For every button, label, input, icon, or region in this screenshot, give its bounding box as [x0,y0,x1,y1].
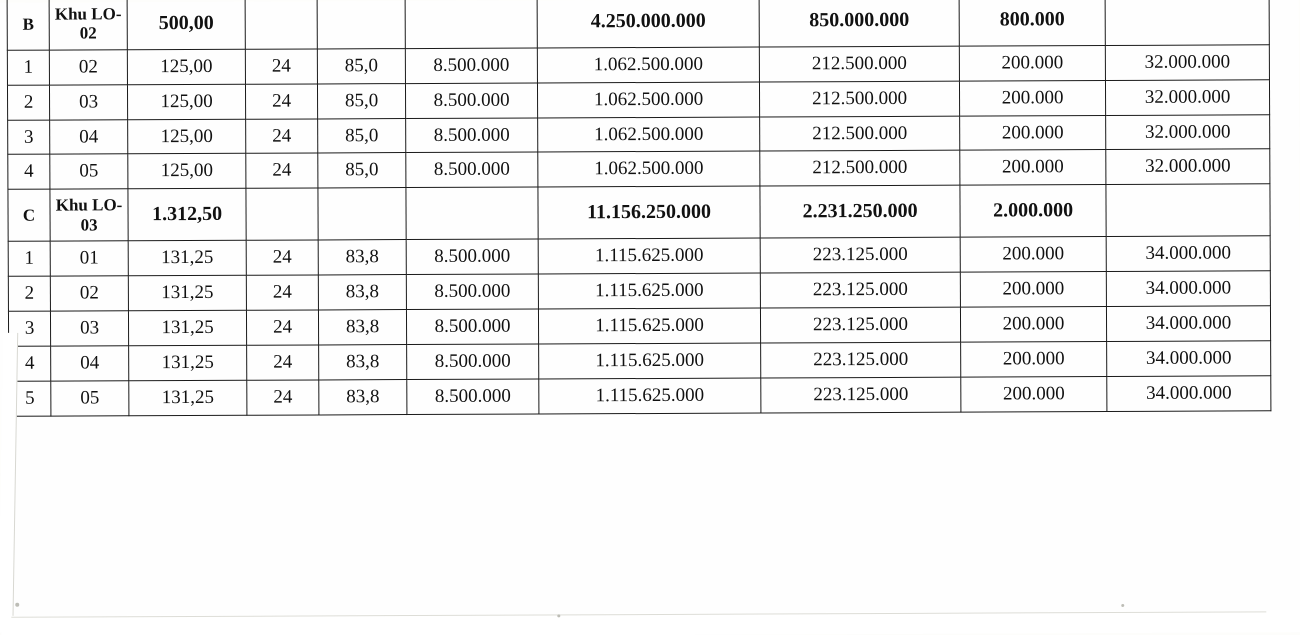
cell-floors: 24 [245,49,317,84]
cell-index: 4 [9,346,51,381]
cell-code: 05 [50,154,128,189]
table-row [7,80,1269,120]
cell-value20: 212.500.000 [759,46,959,82]
cell-code: Khu LO-03 [50,189,128,241]
table-row [8,271,1270,311]
cell-floor-area [318,188,406,240]
cell-floors: 24 [246,153,318,188]
cell-area: 500,00 [127,0,245,50]
cell-fee: 200.000 [960,115,1106,150]
cell-tax: 34.000.000 [1106,271,1270,307]
cell-value20: 212.500.000 [760,116,960,152]
cell-floors: 24 [245,84,317,119]
cell-area: 125,00 [127,49,245,84]
cell-fee: 200.000 [960,272,1106,307]
cell-value20: 223.125.000 [761,342,961,378]
cell-floor-area [317,0,405,49]
cell-tax: 34.000.000 [1107,341,1271,377]
paper-left-edge [0,333,18,633]
cell-index: 1 [8,242,50,277]
cell-value20: 2.231.250.000 [760,185,960,238]
cell-unit-price: 8.500.000 [406,239,538,274]
cell-area: 131,25 [129,380,247,415]
table-row-group [7,0,1269,50]
cell-index: 1 [7,50,49,85]
cell-fee: 200.000 [959,80,1105,115]
cell-floor-area: 85,0 [318,118,406,153]
cell-fee: 200.000 [960,237,1106,272]
cell-area: 131,25 [128,276,246,311]
cell-floors: 24 [246,310,318,345]
cell-area: 131,25 [128,241,246,276]
cell-area: 1.312,50 [128,189,246,242]
cell-value20: 212.500.000 [759,81,959,117]
cell-fee: 2.000.000 [960,185,1106,238]
cell-amount: 1.115.625.000 [538,308,760,344]
cell-unit-price: 8.500.000 [407,379,539,414]
cell-floor-area: 83,8 [318,240,406,275]
cell-value20: 223.125.000 [760,272,960,308]
cell-amount: 1.115.625.000 [538,238,760,274]
cell-fee: 200.000 [960,150,1106,185]
cell-floor-area: 85,0 [317,49,405,84]
table-row [9,376,1271,416]
cell-amount: 4.250.000.000 [537,0,759,48]
table-row-group [8,184,1270,242]
cell-floor-area: 83,8 [319,344,407,379]
cell-unit-price: 8.500.000 [405,83,537,118]
cell-fee: 200.000 [961,341,1107,376]
cell-area: 125,00 [128,119,246,154]
cell-tax [1106,184,1270,237]
cell-floors [246,188,318,240]
cell-fee: 200.000 [960,307,1106,342]
cell-tax: 32.000.000 [1105,80,1269,116]
cell-fee: 200.000 [961,376,1107,411]
cell-fee: 800.000 [959,0,1105,46]
cell-value20: 223.125.000 [761,377,961,413]
cell-amount: 1.062.500.000 [538,151,760,187]
table-row [8,114,1270,154]
cell-floors: 24 [246,119,318,154]
cell-floors: 24 [247,345,319,380]
cell-floor-area: 83,8 [318,310,406,345]
cell-area: 131,25 [129,345,247,380]
cell-unit-price [405,0,537,49]
table-row [8,236,1270,276]
cell-area: 131,25 [128,310,246,345]
cell-unit-price: 8.500.000 [406,118,538,153]
cell-area: 125,00 [127,84,245,119]
cell-amount: 1.062.500.000 [537,82,759,118]
cell-code: 05 [51,381,129,416]
cell-tax: 34.000.000 [1107,376,1271,412]
cell-code: 04 [51,346,129,381]
cell-unit-price: 8.500.000 [407,344,539,379]
cell-unit-price: 8.500.000 [405,48,537,83]
scan-speck [557,614,560,617]
cell-floors [245,0,317,49]
cell-unit-price: 8.500.000 [406,152,538,187]
cell-tax: 34.000.000 [1106,236,1270,272]
scan-speck [1121,604,1124,607]
cell-floors: 24 [247,380,319,415]
cell-floor-area: 85,0 [318,153,406,188]
cell-value20: 850.000.000 [759,0,959,47]
cell-index: 2 [8,276,50,311]
price-table [6,0,1271,416]
cell-index: B [7,0,49,50]
cell-code: 01 [50,241,128,276]
cell-code: 02 [50,276,128,311]
cell-tax: 32.000.000 [1106,149,1270,185]
cell-code: 04 [50,119,128,154]
cell-tax: 32.000.000 [1105,45,1269,81]
cell-value20: 212.500.000 [760,151,960,187]
cell-floor-area: 85,0 [317,83,405,118]
cell-amount: 11.156.250.000 [538,186,760,239]
cell-index: C [8,189,50,241]
cell-area: 125,00 [128,154,246,189]
cell-index: 2 [7,85,49,120]
cell-floors: 24 [246,240,318,275]
cell-index: 3 [8,120,50,155]
cell-index: 4 [8,155,50,190]
cell-unit-price: 8.500.000 [406,309,538,344]
cell-floor-area: 83,8 [318,275,406,310]
cell-code: 03 [49,85,127,120]
cell-code: 03 [50,311,128,346]
table-row [9,341,1271,381]
cell-tax: 32.000.000 [1106,114,1270,150]
cell-tax: 34.000.000 [1106,306,1270,342]
table-body [7,0,1271,416]
cell-amount: 1.115.625.000 [539,343,761,379]
cell-amount: 1.115.625.000 [538,273,760,309]
cell-unit-price [406,187,538,240]
cell-value20: 223.125.000 [760,238,960,274]
cell-amount: 1.062.500.000 [537,47,759,83]
cell-code: 02 [49,50,127,85]
cell-floor-area: 83,8 [319,379,407,414]
table-row [7,45,1269,85]
table-row [8,149,1270,189]
scan-speck [15,603,19,607]
cell-index: 5 [9,381,51,416]
cell-value20: 223.125.000 [760,307,960,343]
cell-amount: 1.062.500.000 [538,117,760,153]
cell-tax [1105,0,1269,45]
cell-index: 3 [8,311,50,346]
cell-amount: 1.115.625.000 [539,378,761,414]
table-row [8,306,1270,346]
cell-code: Khu LO-02 [49,0,127,50]
cell-fee: 200.000 [959,45,1105,80]
cell-floors: 24 [246,275,318,310]
cell-unit-price: 8.500.000 [406,274,538,309]
